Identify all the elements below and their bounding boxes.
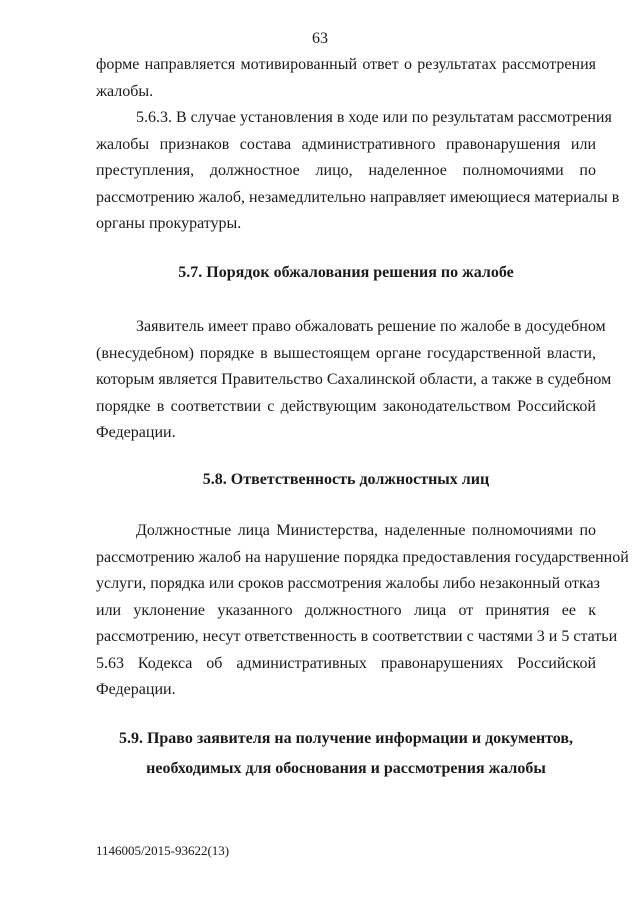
text-line: 5.63 Кодекса об административных правонарушениях Российской <box>96 654 596 672</box>
paragraph-response-form <box>96 52 596 105</box>
text-line: преступления, должностное лицо, наделенное полномочиями по <box>96 162 596 179</box>
text-line: жалобы признаков состава административного правонарушения или <box>96 135 596 153</box>
section-heading-5-9 <box>96 724 596 784</box>
page-number: 63 <box>312 30 328 47</box>
paragraph-appeal-right <box>96 314 612 447</box>
document-code: 1146005/2015-93622(13) <box>96 843 230 858</box>
text-line: жалобы. <box>96 82 154 100</box>
heading-line: 5.9. Право заявителя на получение информации и документов, <box>118 730 574 747</box>
text-line: рассмотрению жалоб на нарушение порядка предоставления государственной <box>96 548 629 566</box>
section-heading-5-8: 5.8. Ответственность должностных лиц <box>202 471 490 488</box>
text-line: услуги, порядка или сроков рассмотрения жалобы либо незаконный отказ <box>96 575 600 592</box>
text-line: (внесудебном) порядке в вышестоящем органе государственной власти, <box>96 344 596 362</box>
text-line: которым является Правительство Сахалинской области, а также в судебном <box>96 371 612 388</box>
section-heading-5-7: 5.7. Порядок обжалования решения по жалобе <box>178 264 514 281</box>
text-line: форме направляется мотивированный ответ о результатах рассмотрения <box>96 56 596 73</box>
text-line: рассмотрению жалоб, незамедлительно направляет имеющиеся материалы в <box>96 188 620 206</box>
text-line: Заявитель имеет право обжаловать решение по жалобе в досудебном <box>136 318 606 335</box>
heading-line: необходимых для обоснования и рассмотрения жалобы <box>146 760 546 777</box>
text-line: Должностные лица Министерства, наделенные полномочиями по <box>136 522 596 539</box>
text-line: 5.6.3. В случае установления в ходе или по результатам рассмотрения <box>136 109 612 126</box>
text-line: порядке в соответствии с действующим законодательством Российской <box>96 397 596 415</box>
text-line: рассмотрению, несут ответственность в соответствии с частями 3 и 5 статьи <box>96 628 618 645</box>
text-line: или уклонение указанного должностного лица от принятия ее к <box>96 601 596 619</box>
paragraph-5-6-3 <box>96 105 620 238</box>
text-line: Федерации. <box>96 424 176 441</box>
paragraph-officials-responsibility <box>96 518 629 704</box>
text-line: органы прокуратуры. <box>96 215 242 232</box>
text-line: Федерации. <box>96 681 176 698</box>
